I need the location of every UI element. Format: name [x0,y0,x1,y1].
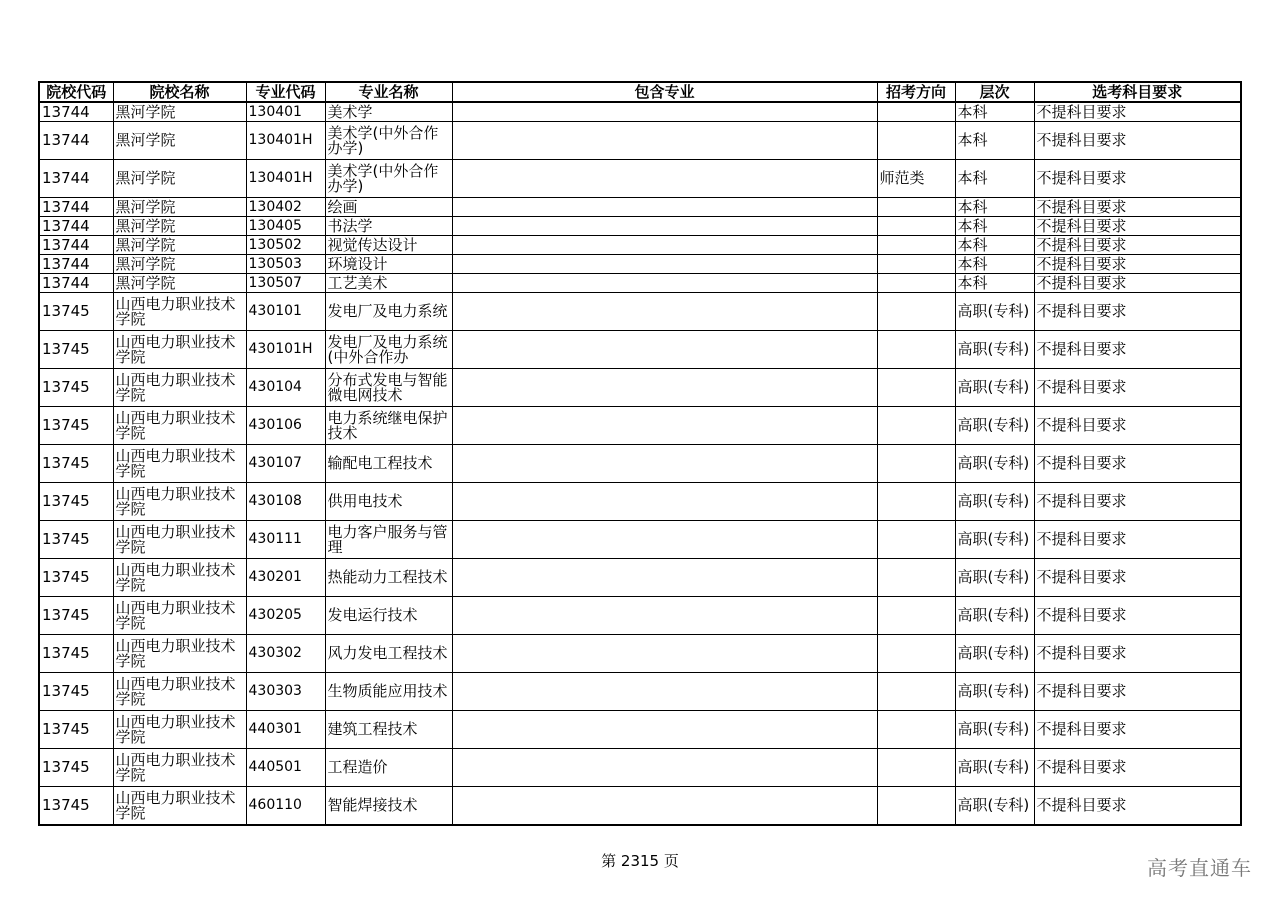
cell-school-name: 黑河学院 [113,236,246,255]
cell-school-name: 山西电力职业技术学院 [113,369,246,407]
table-row [39,711,1241,749]
cell-school-name: 黑河学院 [113,274,246,293]
table-row [39,483,1241,521]
cell-major-name: 发电厂及电力系统(中外合作办 [325,331,452,369]
cell-subject-requirement: 不提科目要求 [1034,160,1241,198]
cell-included-majors [452,407,877,445]
cell-school-code: 13745 [39,673,113,711]
cell-school-code: 13745 [39,635,113,673]
table-row [39,160,1241,198]
cell-school-code: 13745 [39,331,113,369]
cell-school-code: 13744 [39,122,113,160]
cell-included-majors [452,255,877,274]
cell-direction [877,331,955,369]
cell-subject-requirement: 不提科目要求 [1034,445,1241,483]
cell-included-majors [452,160,877,198]
cell-school-name: 山西电力职业技术学院 [113,635,246,673]
cell-direction [877,787,955,826]
cell-included-majors [452,787,877,826]
page-number: 第 2315 页 [601,852,679,870]
cell-school-name: 山西电力职业技术学院 [113,293,246,331]
cell-school-name: 山西电力职业技术学院 [113,673,246,711]
cell-included-majors [452,559,877,597]
cell-major-code: 440501 [246,749,325,787]
table-row [39,407,1241,445]
table-row [39,198,1241,217]
cell-subject-requirement: 不提科目要求 [1034,749,1241,787]
cell-major-name: 建筑工程技术 [325,711,452,749]
cell-major-code: 130401 [246,102,325,122]
cell-major-name: 输配电工程技术 [325,445,452,483]
cell-level: 本科 [955,160,1034,198]
cell-major-name: 发电厂及电力系统 [325,293,452,331]
cell-major-name: 环境设计 [325,255,452,274]
cell-level: 高职(专科) [955,521,1034,559]
table-row [39,236,1241,255]
header-row [39,82,1241,102]
cell-school-name: 山西电力职业技术学院 [113,711,246,749]
cell-direction [877,711,955,749]
cell-major-name: 工艺美术 [325,274,452,293]
cell-subject-requirement: 不提科目要求 [1034,559,1241,597]
header-major-name: 专业名称 [325,82,452,102]
cell-school-name: 山西电力职业技术学院 [113,407,246,445]
cell-subject-requirement: 不提科目要求 [1034,274,1241,293]
cell-major-code: 430108 [246,483,325,521]
cell-subject-requirement: 不提科目要求 [1034,331,1241,369]
cell-major-code: 130402 [246,198,325,217]
cell-direction [877,407,955,445]
cell-school-code: 13745 [39,597,113,635]
cell-level: 本科 [955,198,1034,217]
cell-direction [877,122,955,160]
cell-direction [877,198,955,217]
cell-school-name: 山西电力职业技术学院 [113,521,246,559]
cell-level: 本科 [955,122,1034,160]
cell-level: 高职(专科) [955,749,1034,787]
cell-subject-requirement: 不提科目要求 [1034,255,1241,274]
header-included-majors: 包含专业 [452,82,877,102]
cell-school-code: 13745 [39,407,113,445]
cell-school-code: 13745 [39,787,113,826]
watermark-logo: 高考直通车 [1147,856,1252,880]
cell-major-code: 130507 [246,274,325,293]
cell-subject-requirement: 不提科目要求 [1034,236,1241,255]
cell-major-code: 430107 [246,445,325,483]
header-subject-requirement: 选考科目要求 [1034,82,1241,102]
cell-subject-requirement: 不提科目要求 [1034,787,1241,826]
table-header [39,82,1241,102]
cell-school-name: 山西电力职业技术学院 [113,331,246,369]
cell-level: 高职(专科) [955,483,1034,521]
cell-subject-requirement: 不提科目要求 [1034,635,1241,673]
cell-major-code: 130405 [246,217,325,236]
header-school-name: 院校名称 [113,82,246,102]
cell-direction [877,236,955,255]
cell-school-code: 13744 [39,236,113,255]
cell-included-majors [452,217,877,236]
table-row [39,749,1241,787]
cell-major-code: 430205 [246,597,325,635]
cell-school-code: 13744 [39,198,113,217]
cell-direction [877,217,955,236]
table-row [39,369,1241,407]
cell-included-majors [452,102,877,122]
table-row [39,559,1241,597]
cell-subject-requirement: 不提科目要求 [1034,483,1241,521]
cell-school-code: 13744 [39,255,113,274]
cell-school-code: 13745 [39,293,113,331]
cell-major-code: 460110 [246,787,325,826]
cell-school-code: 13744 [39,274,113,293]
cell-major-code: 430303 [246,673,325,711]
cell-school-name: 山西电力职业技术学院 [113,483,246,521]
header-school-code: 院校代码 [39,82,113,102]
cell-level: 高职(专科) [955,407,1034,445]
cell-major-name: 智能焊接技术 [325,787,452,826]
cell-school-code: 13745 [39,445,113,483]
cell-school-code: 13745 [39,483,113,521]
cell-direction [877,749,955,787]
cell-level: 本科 [955,217,1034,236]
cell-major-name: 电力系统继电保护技术 [325,407,452,445]
cell-direction [877,635,955,673]
cell-level: 高职(专科) [955,369,1034,407]
header-level: 层次 [955,82,1034,102]
table-row [39,331,1241,369]
header-major-code: 专业代码 [246,82,325,102]
cell-major-code: 430302 [246,635,325,673]
cell-included-majors [452,521,877,559]
cell-level: 本科 [955,255,1034,274]
cell-school-code: 13744 [39,160,113,198]
cell-level: 本科 [955,274,1034,293]
cell-direction [877,483,955,521]
table-row [39,274,1241,293]
table-row [39,122,1241,160]
cell-subject-requirement: 不提科目要求 [1034,217,1241,236]
cell-major-code: 130502 [246,236,325,255]
cell-major-code: 430106 [246,407,325,445]
cell-level: 高职(专科) [955,445,1034,483]
cell-subject-requirement: 不提科目要求 [1034,521,1241,559]
cell-included-majors [452,445,877,483]
cell-included-majors [452,198,877,217]
cell-major-code: 130401H [246,122,325,160]
cell-major-name: 视觉传达设计 [325,236,452,255]
cell-subject-requirement: 不提科目要求 [1034,711,1241,749]
cell-school-name: 黑河学院 [113,122,246,160]
cell-subject-requirement: 不提科目要求 [1034,102,1241,122]
cell-school-name: 山西电力职业技术学院 [113,597,246,635]
table-body [39,102,1241,825]
cell-major-name: 生物质能应用技术 [325,673,452,711]
cell-major-name: 书法学 [325,217,452,236]
cell-school-code: 13745 [39,559,113,597]
cell-direction: 师范类 [877,160,955,198]
admissions-table [38,81,1242,826]
cell-major-name: 风力发电工程技术 [325,635,452,673]
cell-major-name: 供用电技术 [325,483,452,521]
cell-school-code: 13745 [39,369,113,407]
admissions-table-container [38,81,1242,826]
cell-major-code: 430101H [246,331,325,369]
cell-subject-requirement: 不提科目要求 [1034,407,1241,445]
cell-level: 高职(专科) [955,635,1034,673]
cell-major-name: 工程造价 [325,749,452,787]
cell-included-majors [452,635,877,673]
table-row [39,445,1241,483]
cell-direction [877,597,955,635]
cell-level: 本科 [955,102,1034,122]
cell-level: 本科 [955,236,1034,255]
table-row [39,293,1241,331]
cell-major-code: 430111 [246,521,325,559]
cell-direction [877,274,955,293]
cell-school-name: 黑河学院 [113,160,246,198]
cell-major-name: 绘画 [325,198,452,217]
cell-subject-requirement: 不提科目要求 [1034,198,1241,217]
cell-major-code: 430101 [246,293,325,331]
cell-level: 高职(专科) [955,331,1034,369]
cell-subject-requirement: 不提科目要求 [1034,673,1241,711]
cell-major-name: 美术学 [325,102,452,122]
cell-direction [877,673,955,711]
cell-major-code: 130503 [246,255,325,274]
cell-included-majors [452,597,877,635]
cell-level: 高职(专科) [955,293,1034,331]
cell-direction [877,255,955,274]
cell-major-code: 430104 [246,369,325,407]
cell-school-name: 黑河学院 [113,102,246,122]
cell-subject-requirement: 不提科目要求 [1034,597,1241,635]
cell-school-name: 黑河学院 [113,198,246,217]
cell-direction [877,445,955,483]
cell-included-majors [452,673,877,711]
cell-school-name: 山西电力职业技术学院 [113,559,246,597]
cell-school-name: 山西电力职业技术学院 [113,445,246,483]
table-row [39,521,1241,559]
cell-level: 高职(专科) [955,673,1034,711]
cell-school-name: 黑河学院 [113,217,246,236]
cell-school-code: 13744 [39,102,113,122]
cell-included-majors [452,293,877,331]
cell-direction [877,559,955,597]
cell-level: 高职(专科) [955,787,1034,826]
table-row [39,673,1241,711]
cell-school-name: 山西电力职业技术学院 [113,749,246,787]
table-row [39,102,1241,122]
header-direction: 招考方向 [877,82,955,102]
cell-direction [877,521,955,559]
table-row [39,787,1241,826]
cell-school-code: 13745 [39,521,113,559]
cell-included-majors [452,749,877,787]
cell-school-code: 13745 [39,749,113,787]
cell-included-majors [452,483,877,521]
cell-school-name: 黑河学院 [113,255,246,274]
cell-major-name: 美术学(中外合作办学) [325,122,452,160]
cell-level: 高职(专科) [955,711,1034,749]
cell-major-name: 分布式发电与智能微电网技术 [325,369,452,407]
cell-school-name: 山西电力职业技术学院 [113,787,246,826]
cell-included-majors [452,274,877,293]
cell-level: 高职(专科) [955,597,1034,635]
cell-direction [877,369,955,407]
cell-subject-requirement: 不提科目要求 [1034,293,1241,331]
cell-major-code: 430201 [246,559,325,597]
cell-major-name: 发电运行技术 [325,597,452,635]
table-row [39,635,1241,673]
cell-included-majors [452,122,877,160]
cell-included-majors [452,331,877,369]
cell-included-majors [452,236,877,255]
cell-included-majors [452,369,877,407]
cell-direction [877,102,955,122]
cell-subject-requirement: 不提科目要求 [1034,369,1241,407]
cell-major-name: 电力客户服务与管理 [325,521,452,559]
table-row [39,217,1241,236]
cell-subject-requirement: 不提科目要求 [1034,122,1241,160]
cell-level: 高职(专科) [955,559,1034,597]
cell-school-code: 13745 [39,711,113,749]
cell-major-name: 美术学(中外合作办学) [325,160,452,198]
table-row [39,597,1241,635]
cell-included-majors [452,711,877,749]
cell-school-code: 13744 [39,217,113,236]
cell-major-name: 热能动力工程技术 [325,559,452,597]
cell-major-code: 130401H [246,160,325,198]
table-row [39,255,1241,274]
cell-direction [877,293,955,331]
cell-major-code: 440301 [246,711,325,749]
